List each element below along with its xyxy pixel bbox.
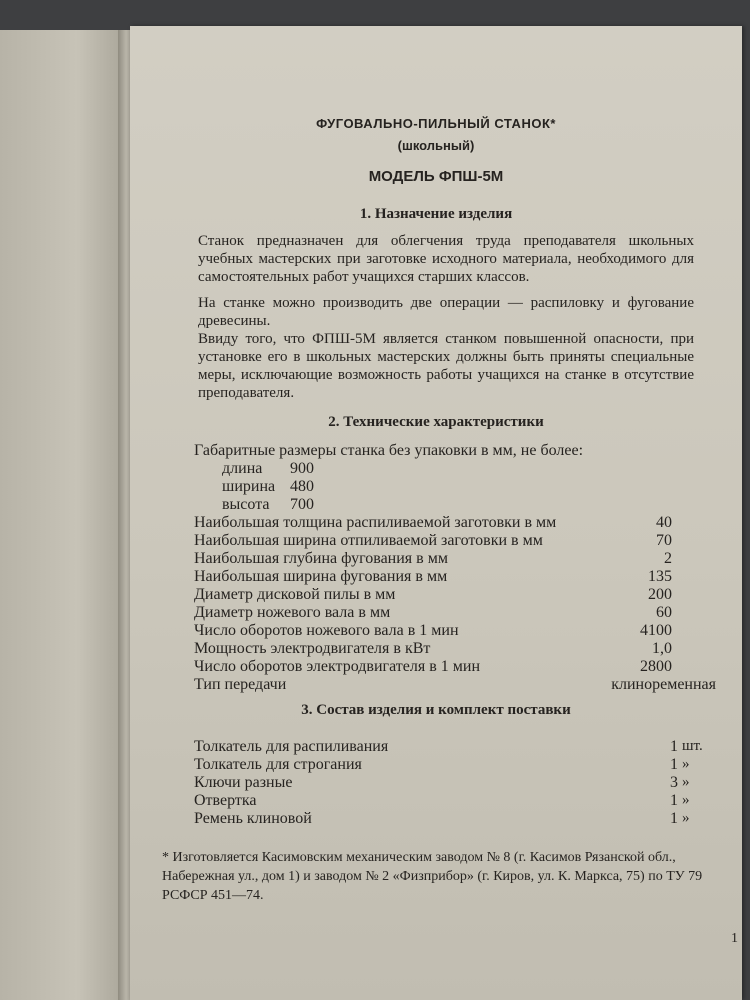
- spec-label: Диаметр ножевого вала в мм: [194, 604, 391, 621]
- dim-label: высота: [222, 496, 270, 513]
- spec-value: 2800: [640, 658, 672, 675]
- section1-paragraph: На станке можно производить две операции — распиловку и фугование древесины.: [198, 295, 694, 329]
- spec-value: 135: [648, 568, 672, 585]
- kit-item-qty: 1: [670, 738, 678, 755]
- section2-heading: 2. Технические характеристики: [328, 414, 544, 430]
- spec-value: 2: [664, 550, 672, 567]
- kit-item-name: Ремень клиновой: [194, 810, 312, 827]
- spec-label: Мощность электродвигателя в кВт: [194, 640, 431, 657]
- kit-item-qty: 3: [670, 774, 678, 791]
- spec-value: клиноременная: [611, 676, 716, 693]
- spec-value: 200: [648, 586, 672, 603]
- left-page: [0, 30, 128, 1000]
- kit-item-unit: »: [682, 756, 690, 772]
- document-title: ФУГОВАЛЬНО-ПИЛЬНЫЙ СТАНОК*: [316, 116, 556, 131]
- kit-item-name: Толкатель для распиливания: [194, 738, 389, 755]
- spec-value: 40: [656, 514, 672, 531]
- dim-value: 900: [290, 460, 314, 477]
- kit-item-qty: 1: [670, 756, 678, 773]
- kit-item-name: Ключи разные: [194, 774, 293, 791]
- spec-label: Число оборотов электродвигателя в 1 мин: [194, 658, 481, 675]
- section1-paragraph: Станок предназначен для облегчения труда преподавателя школьных учебных мастерских при заготовке исходного материала, необходимого для самостоятельных работ учащихся старших классов.: [198, 233, 694, 285]
- spec-label: Наибольшая ширина отпиливаемой заготовки в мм: [194, 532, 543, 549]
- spec-label: Число оборотов ножевого вала в 1 мин: [194, 622, 459, 639]
- kit-item-unit: шт.: [682, 738, 703, 754]
- spec-label: Наибольшая толщина распиливаемой заготовки в мм: [194, 514, 557, 531]
- kit-item-name: Толкатель для строгания: [194, 756, 362, 773]
- kit-item-unit: »: [682, 774, 690, 790]
- kit-item-unit: »: [682, 810, 690, 826]
- model-title: МОДЕЛЬ ФПШ-5М: [368, 168, 504, 185]
- dims-intro: Габаритные размеры станка без упаковки в мм, не более:: [194, 442, 584, 459]
- dim-value: 700: [290, 496, 314, 513]
- spec-label: Наибольшая ширина фугования в мм: [194, 568, 448, 585]
- spec-label: Наибольшая глубина фугования в мм: [194, 550, 448, 567]
- kit-item-unit: »: [682, 792, 690, 808]
- section3-heading: 3. Состав изделия и комплект поставки: [301, 702, 571, 718]
- section1-heading: 1. Назначение изделия: [359, 206, 513, 222]
- kit-item-qty: 1: [670, 792, 678, 809]
- document-subtitle: (школьный): [397, 138, 475, 153]
- spec-value: 1,0: [652, 640, 672, 657]
- spec-label: Тип передачи: [194, 676, 287, 693]
- dim-label: ширина: [222, 478, 276, 495]
- spec-value: 60: [656, 604, 672, 621]
- footnote: * Изготовляется Касимовским механическим заводом № 8 (г. Касимов Рязанской обл., Набережная ул., дом 1) и заводом № 2 «Физприбор» (г. Киров, ул. К. Маркса, 75) по ТУ 79 РСФСР 451—74.: [162, 850, 703, 903]
- page-number: 1: [731, 931, 738, 946]
- spec-value: 70: [656, 532, 672, 549]
- spec-value: 4100: [640, 622, 672, 639]
- dim-value: 480: [290, 478, 314, 495]
- section1-paragraph: Ввиду того, что ФПШ-5М является станком повышенной опасности, при установке его в школьных мастерских должны быть приняты специальные меры, исключающие возможность работы учащихся на станке в отсутствие преподавателя.: [198, 331, 694, 401]
- kit-item-qty: 1: [670, 810, 678, 827]
- spec-label: Диаметр дисковой пилы в мм: [194, 586, 396, 603]
- kit-item-name: Отвертка: [194, 792, 257, 809]
- dim-label: длина: [222, 460, 263, 477]
- document-page: [130, 26, 742, 1000]
